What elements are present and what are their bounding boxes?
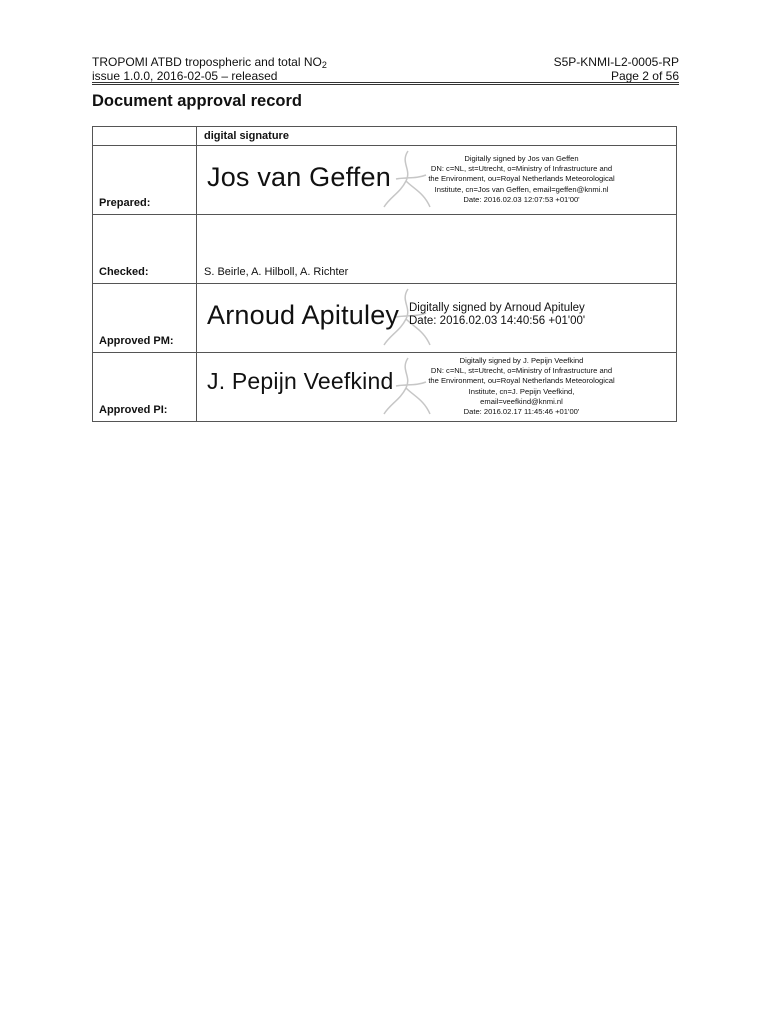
header-title: TROPOMI ATBD tropospheric and total $NO_2$ [92, 55, 327, 70]
checked-by-text: S. Beirle, A. Hilboll, A. Richter [197, 215, 677, 284]
header-empty-cell [93, 127, 197, 146]
signature-details-approved-pm [409, 302, 639, 328]
role-approved-pm: Approved PM: [93, 284, 197, 353]
table-row [93, 353, 677, 422]
header-doc-id: S5P-KNMI-L2-0005-RP [553, 55, 679, 69]
header-issue: issue 1.0.0, 2016-02-05 – released [92, 69, 278, 83]
signature-detail-line: DN: c=NL, st=Utrecht, o=Ministry of Infrastructure and [430, 164, 613, 174]
signature-detail-line: Date: 2016.02.03 14:40:56 +01'00' [409, 315, 586, 327]
approval-table [92, 126, 677, 422]
table-row [93, 215, 677, 284]
table-row [93, 146, 677, 215]
signature-detail-line: the Environment, ou=Royal Netherlands Meteorological [428, 376, 615, 386]
role-checked: Checked: [93, 215, 197, 284]
signature-cell-approved-pm [197, 284, 677, 353]
signature-detail-line: Date: 2016.02.03 12:07:53 +01'00' [463, 194, 580, 204]
document-title: Document approval record [92, 92, 302, 110]
signature-detail-line: Digitally signed by Jos van Geffen [464, 154, 579, 163]
signature-detail-line: email=veefkind@knmi.nl [480, 396, 563, 406]
header-rule [92, 82, 679, 83]
role-prepared: Prepared: [93, 146, 197, 215]
table-row [93, 284, 677, 353]
header-page-number: Page 2 of 56 [610, 69, 679, 83]
column-header-digital-signature: digital signature [197, 127, 677, 146]
signature-cell-prepared [197, 146, 677, 215]
page-header [92, 55, 679, 83]
signature-details-prepared [409, 154, 634, 205]
signature-detail-line: DN: c=NL, st=Utrecht, o=Ministry of Infrastructure and [430, 366, 613, 376]
signature-detail-line: Digitally signed by J. Pepijn Veefkind [459, 356, 584, 365]
header-rule-second [92, 84, 679, 85]
table-header-row [93, 127, 677, 146]
signature-name-approved-pi: J. Pepijn Veefkind [207, 368, 394, 394]
signature-details-approved-pi [409, 356, 634, 417]
signature-detail-line: Digitally signed by Arnoud Apituley [409, 302, 585, 314]
signature-detail-line: Date: 2016.02.17 11:45:46 +01'00' [463, 407, 580, 417]
signature-detail-line: the Environment, ou=Royal Netherlands Meteorological [428, 174, 615, 184]
signature-name-approved-pm: Arnoud Apituley [207, 300, 400, 330]
role-approved-pi: Approved PI: [93, 353, 197, 422]
signature-name-prepared: Jos van Geffen [207, 162, 391, 192]
signature-detail-line: Institute, cn=Jos van Geffen, email=geffen@knmi.nl [434, 184, 609, 194]
signature-detail-line: Institute, cn=J. Pepijn Veefkind, [468, 386, 575, 396]
signature-cell-approved-pi [197, 353, 677, 422]
